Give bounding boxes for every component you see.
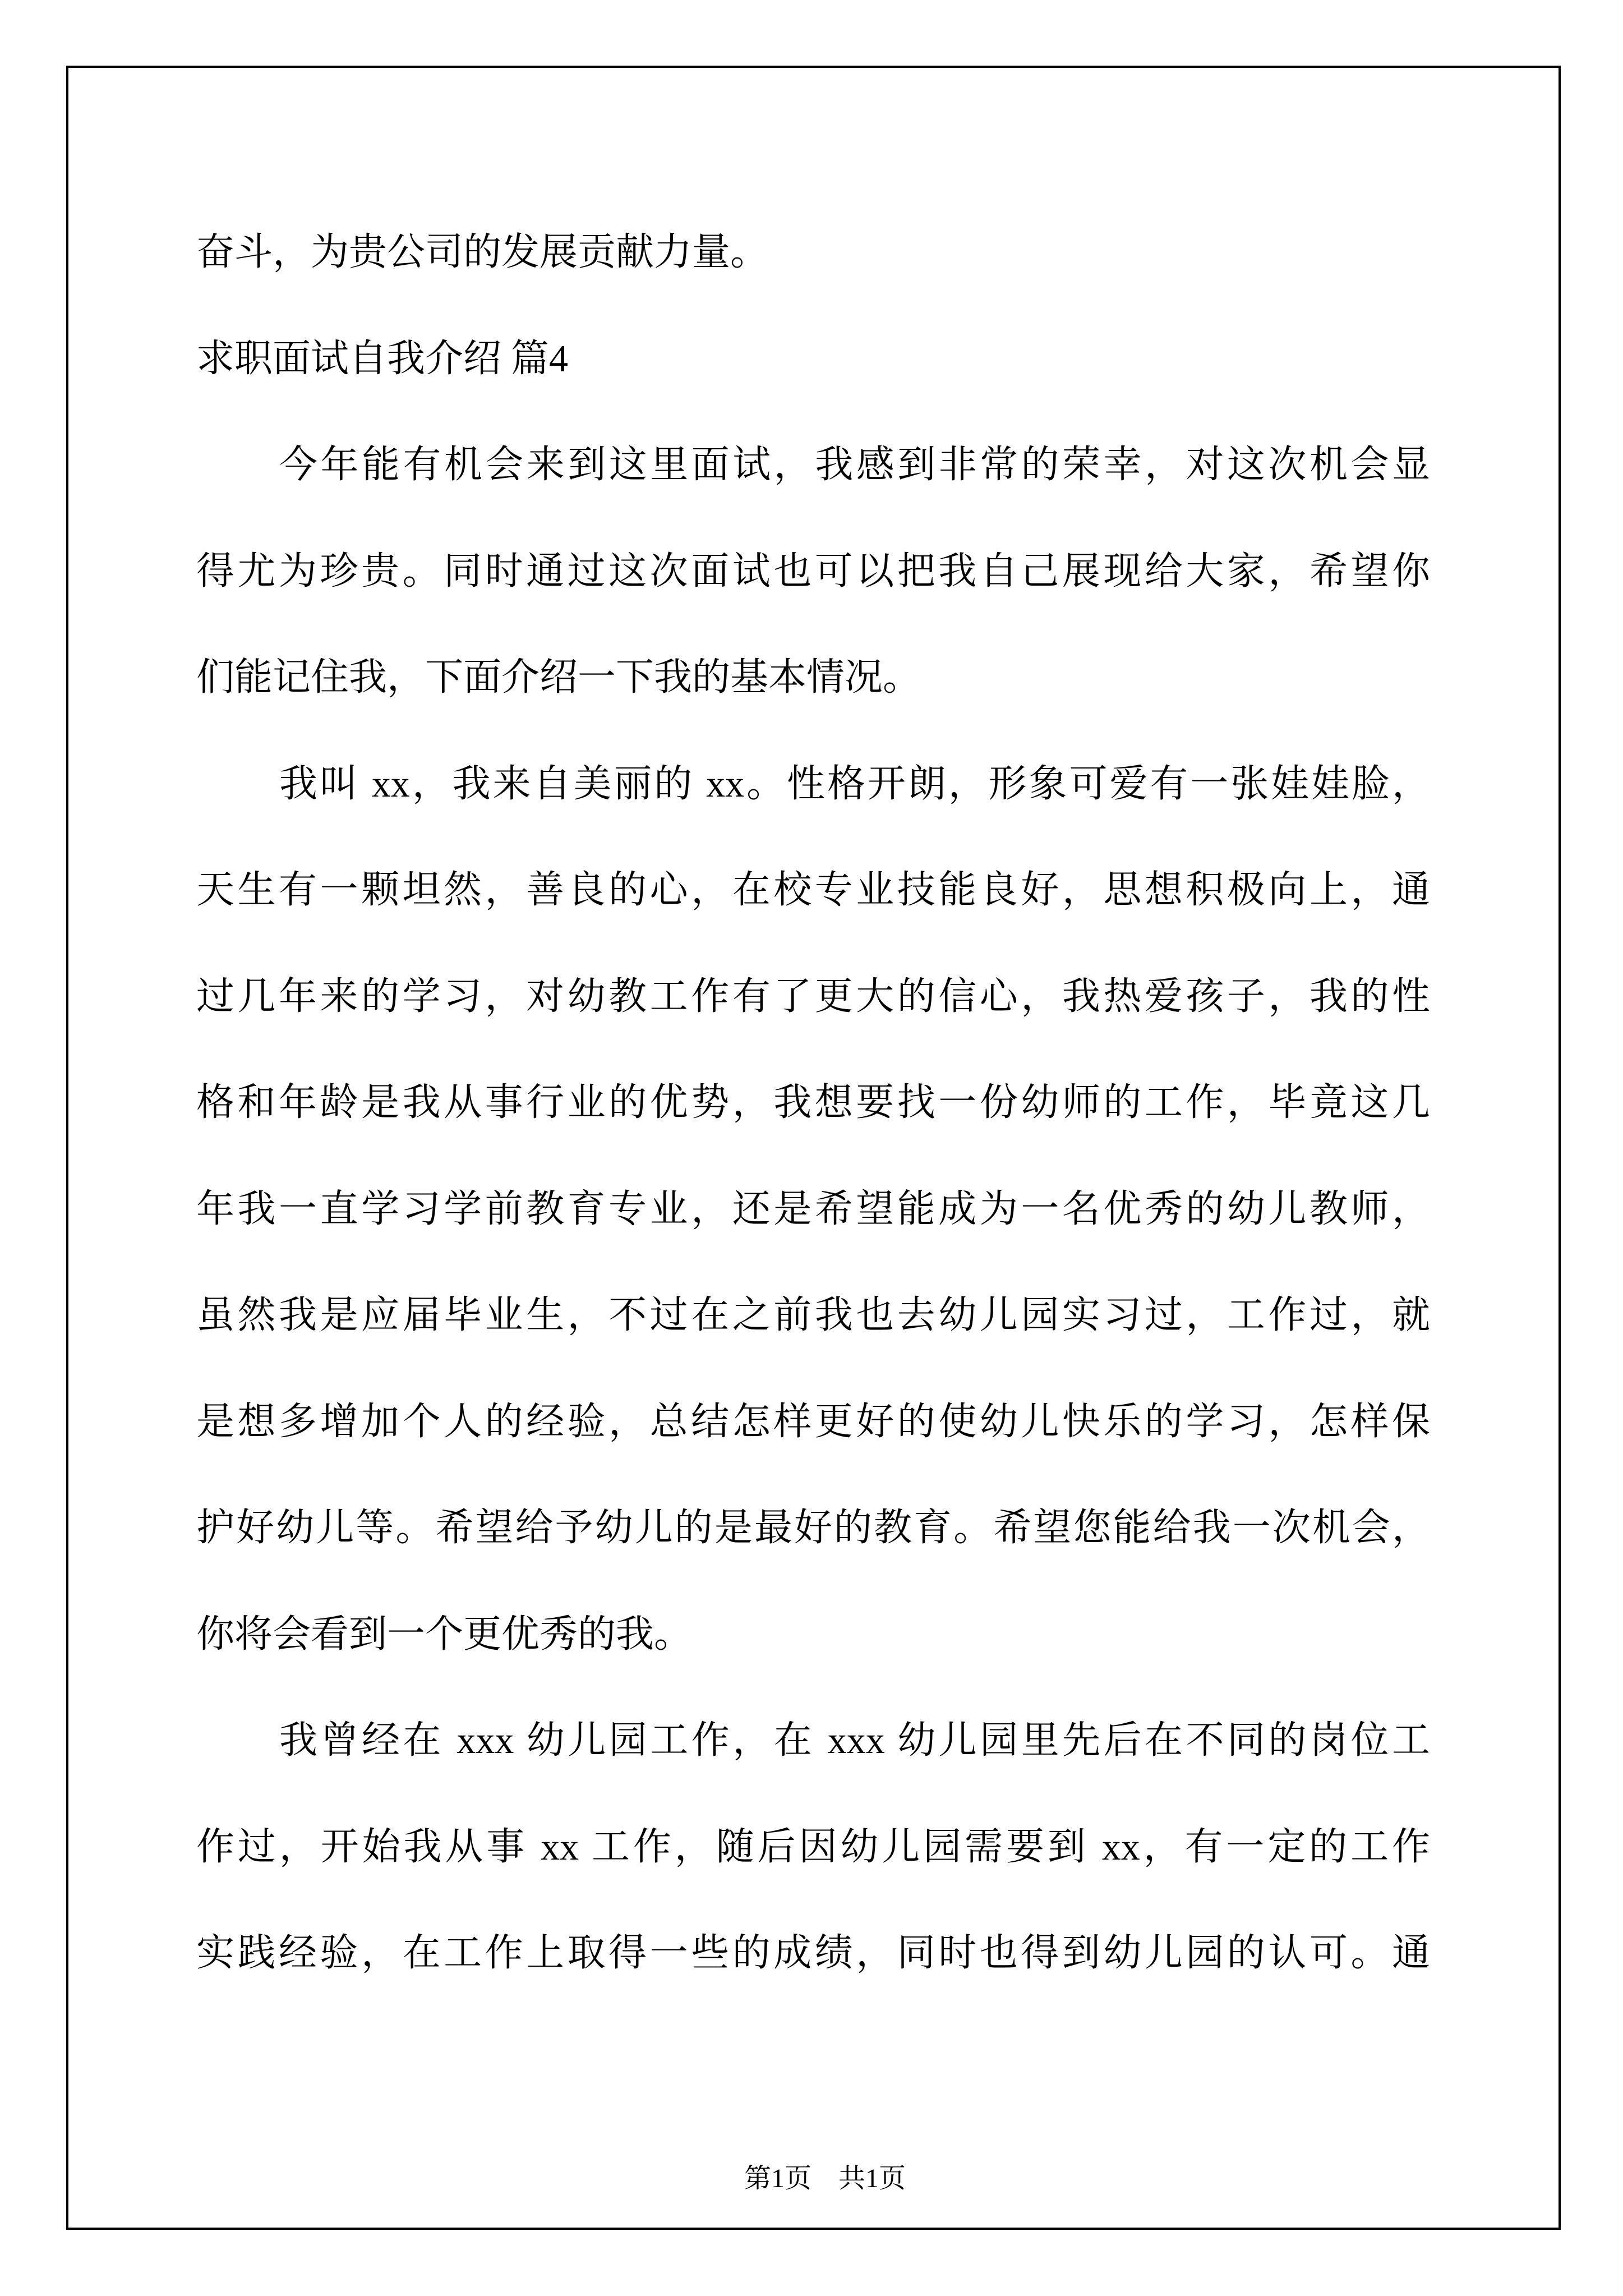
text-line: 得尤为珍贵。同时通过这次面试也可以把我自己展现给大家，希望你 [196,549,1430,592]
text-line: 你将会看到一个更优秀的我。 [196,1612,693,1655]
text-line: 们能记住我，下面介绍一下我的基本情况。 [196,656,921,698]
document-body [196,199,1430,2007]
text-line: 实践经验，在工作上取得一些的成绩，同时也得到幼儿园的认可。通 [196,1931,1430,1974]
text-line: 我叫 xx，我来自美丽的 xx。性格开朗，形象可爱有一张娃娃脸， [279,762,1430,805]
text-line: 虽然我是应届毕业生，不过在之前我也去幼儿园实习过，工作过，就 [196,1294,1430,1336]
text-line: 我曾经在 xxx 幼儿园工作，在 xxx 幼儿园里先后在不同的岗位工 [279,1719,1430,1761]
text-line: 天生有一颗坦然，善良的心，在校专业技能良好，思想积极向上，通 [196,868,1430,911]
text-line: 今年能有机会来到这里面试，我感到非常的荣幸，对这次机会显 [279,443,1430,486]
page-number: 第1页 共1页 [744,2164,906,2193]
text-line: 是想多增加个人的经验，总结怎样更好的使幼儿快乐的学习，怎样保 [196,1400,1430,1443]
text-line: 过几年来的学习，对幼教工作有了更大的信心，我热爱孩子，我的性 [196,974,1430,1018]
page-footer [0,2125,1623,2233]
text-line: 格和年龄是我从事行业的优势，我想要找一份幼师的工作，毕竟这几 [196,1081,1430,1124]
text-line: 求职面试自我介绍 篇4 [196,337,569,380]
text-line: 年我一直学习学前教育专业，还是希望能成为一名优秀的幼儿教师， [196,1187,1430,1230]
text-line: 护好幼儿等。希望给予幼儿的是最好的教育。希望您能给我一次机会， [196,1506,1430,1549]
text-line: 奋斗，为贵公司的发展贡献力量。 [196,231,769,273]
text-line: 作过，开始我从事 xx 工作，随后因幼儿园需要到 xx，有一定的工作 [196,1825,1430,1868]
